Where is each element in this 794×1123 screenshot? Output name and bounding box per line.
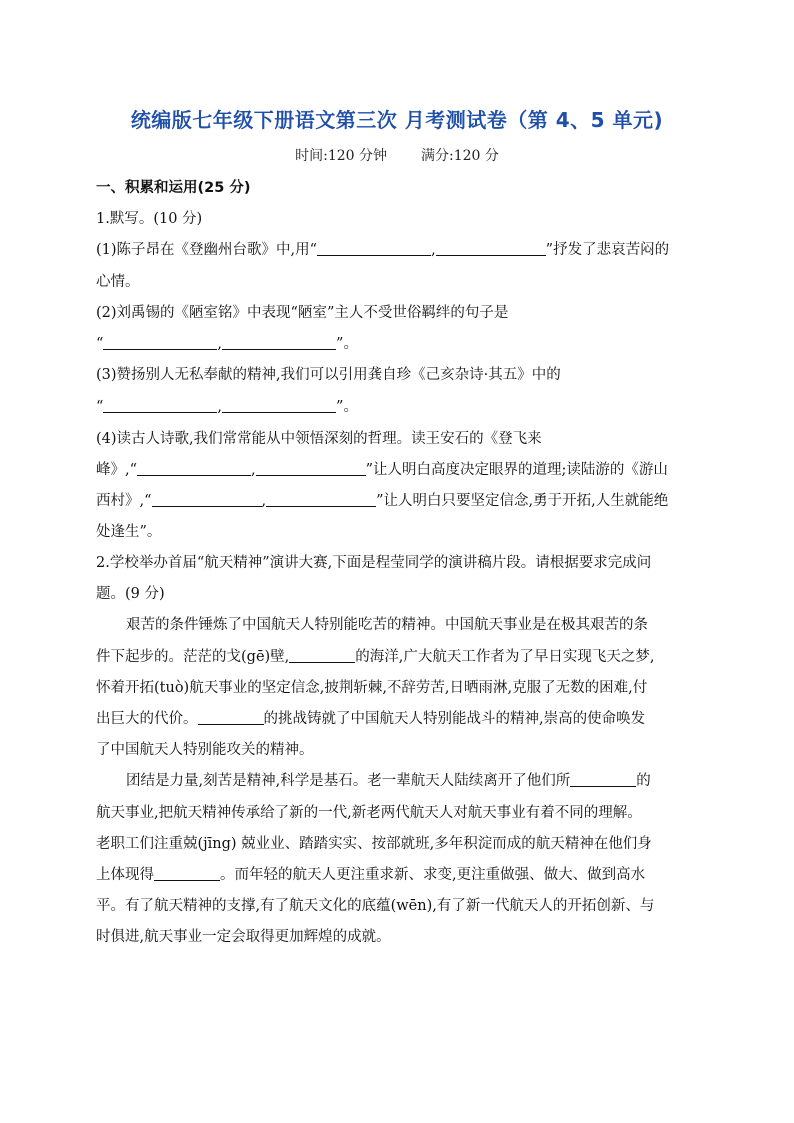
q1-part3-line: (3)赞扬别人无私奉献的精神,我们可以引用龚自珍《己亥杂诗·其五》中的	[96, 367, 561, 383]
q1-part4-line: (4)读古人诗歌,我们常常能从中领悟深刻的哲理。读王安石的《登飞来	[96, 431, 542, 447]
answer-blank[interactable]	[198, 710, 264, 725]
question-1-stem: 1.默写。(10 分)	[96, 211, 203, 227]
text: ,	[251, 462, 256, 478]
text: ”。	[336, 399, 358, 415]
passage-para1-line3: 怀着开拓(tuò)航天事业的坚定信念,披荆斩棘,不辞劳苦,日晒雨淋,克服了无数的困难,付	[96, 680, 648, 696]
answer-blank[interactable]	[317, 241, 431, 256]
text: ”让人明白只要坚定信念,勇于开拓,人生就能绝	[376, 493, 669, 509]
passage-para1-line2	[96, 645, 700, 666]
text: 团结是力量,刻苦是精神,科学是基石。老一辈航天人陆续离开了他们所	[126, 773, 571, 789]
text: 上体现得	[96, 867, 154, 883]
answer-blank[interactable]	[436, 241, 546, 256]
answer-blank[interactable]	[289, 648, 355, 663]
answer-blank[interactable]	[103, 398, 217, 413]
text: 的挑战铸就了中国航天人特别能战斗的精神,崇高的使命唤发	[263, 711, 646, 727]
text: ”让人明白高度决定眼界的道理;读陆游的《游山	[365, 462, 668, 478]
answer-blank[interactable]	[152, 492, 262, 507]
text: 西村》,“	[96, 493, 152, 509]
text: “	[96, 336, 104, 352]
answer-blank[interactable]	[222, 335, 336, 350]
section-heading: 一、积累和运用(25 分)	[96, 180, 251, 196]
passage-para2-line6: 时俱进,航天事业一定会取得更加辉煌的成就。	[96, 929, 391, 945]
q1-part1-line	[96, 238, 700, 259]
text: (1)陈子昂在《登幽州台歌》中,用“	[96, 242, 318, 258]
answer-blank[interactable]	[154, 866, 220, 881]
q1-part1-cont: 心情。	[96, 274, 140, 290]
exam-meta	[0, 145, 794, 165]
text: ,	[217, 399, 223, 415]
answer-blank[interactable]	[222, 398, 336, 413]
text: “	[96, 399, 104, 415]
time-limit: 时间:120 分钟	[295, 148, 387, 164]
q1-part4-blanks-b	[96, 489, 700, 510]
text: 的海洋,广大航天工作者为了早日实现飞天之梦,	[355, 649, 655, 665]
text: 峰》,“	[96, 462, 138, 478]
passage-para2-line1	[126, 769, 700, 790]
passage-para2-line3: 老职工们注重兢(jīng) 兢业业、踏踏实实、按部就班,多年积淀而成的航天精神在他们身	[96, 836, 652, 852]
text: 。而年轻的航天人更注重求新、求变,更注重做强、做大、做到高水	[220, 867, 646, 883]
passage-para2-line4	[96, 863, 700, 884]
answer-blank[interactable]	[137, 461, 251, 476]
q1-part4-blanks-a	[96, 458, 700, 479]
text: ,	[217, 336, 223, 352]
q1-part3-blanks	[96, 395, 700, 416]
text: ”抒发了悲哀苦闷的	[545, 242, 670, 258]
passage-para1-line5: 了中国航天人特别能攻关的精神。	[96, 742, 314, 758]
answer-blank[interactable]	[570, 772, 636, 787]
passage-para2-line5: 平。有了航天精神的支撑,有了航天文化的底蕴(wēn),有了新一代航天人的开拓创新、与	[96, 898, 655, 914]
passage-para2-line2: 航天事业,把航天精神传承给了新的一代,新老两代航天人对航天事业有着不同的理解。	[96, 805, 642, 821]
question-2-stem-cont: 题。(9 分)	[96, 586, 165, 602]
q1-part2-blanks	[96, 332, 700, 353]
text: ”。	[336, 336, 358, 352]
passage-para1-line4	[96, 707, 700, 728]
passage-para1-line1: 艰苦的条件锤炼了中国航天人特别能吃苦的精神。中国航天事业是在极其艰苦的条	[126, 617, 648, 633]
question-2-stem: 2.学校举办首届“航天精神”演讲大赛,下面是程莹同学的演讲稿片段。请根据要求完成问	[96, 555, 652, 571]
answer-blank[interactable]	[103, 335, 217, 350]
answer-blank[interactable]	[266, 492, 376, 507]
text: ,	[261, 493, 267, 509]
answer-blank[interactable]	[256, 461, 366, 476]
q1-part2-line: (2)刘禹锡的《陋室铭》中表现“陋室”主人不受世俗羁绊的句子是	[96, 305, 509, 321]
text: 件下起步的。茫茫的戈(gē)壁,	[96, 649, 290, 665]
full-score: 满分:120 分	[421, 148, 499, 164]
exam-title: 统编版七年级下册语文第三次 月考测试卷（第 4、5 单元)	[130, 108, 664, 132]
q1-part4-end: 处逢生”。	[96, 524, 162, 540]
text: 出巨大的代价。	[96, 711, 198, 727]
text: ,	[431, 242, 436, 258]
text: 的	[636, 773, 651, 789]
